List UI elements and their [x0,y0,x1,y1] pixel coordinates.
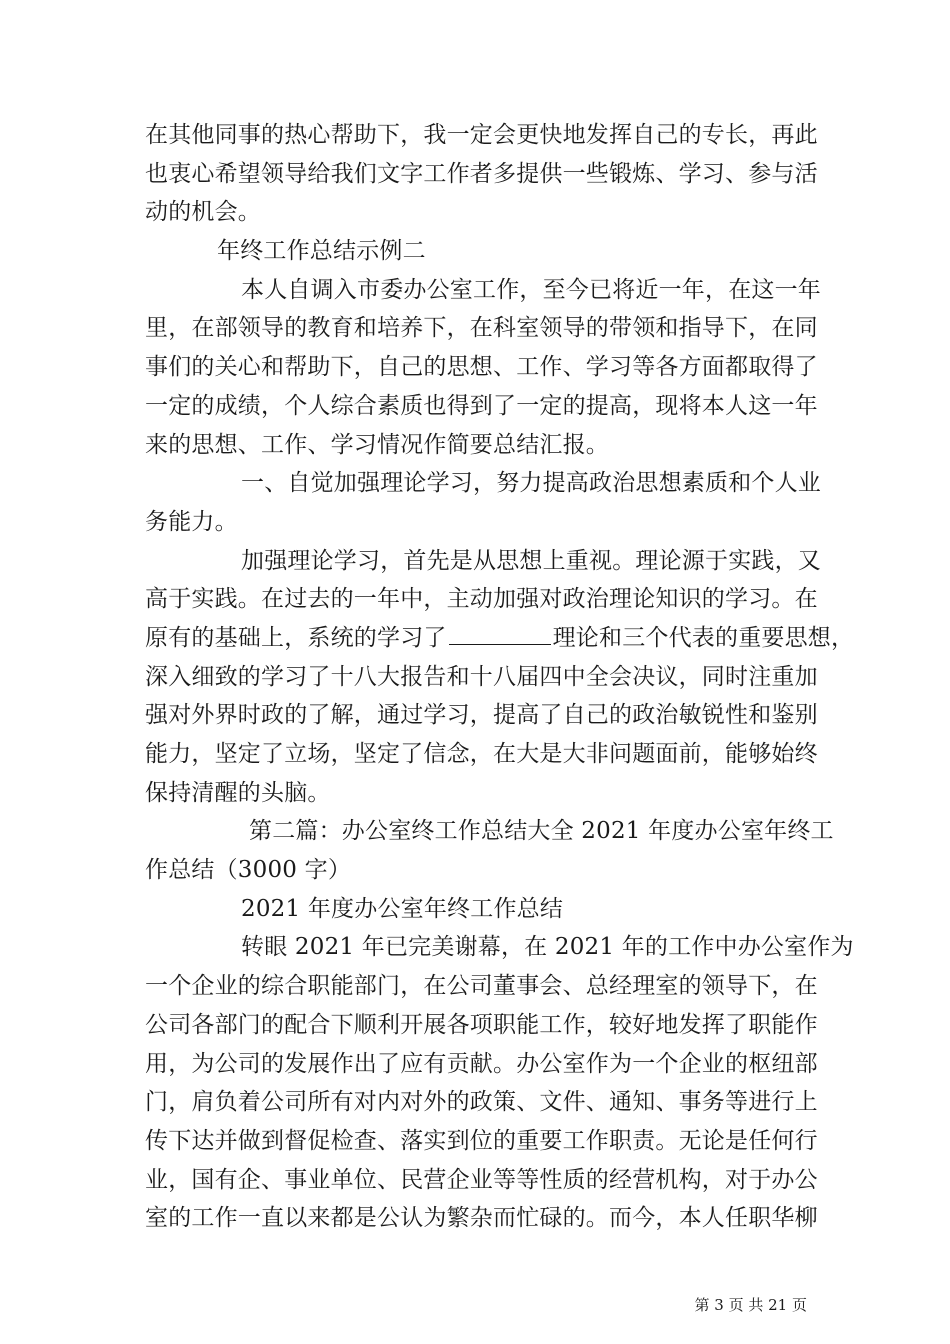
text-line: 务能力。 [145,508,238,535]
text-line: 室的工作一直以来都是公认为繁杂而忙碌的。而今，本人任职华柳 [145,1205,818,1232]
page-number-footer: 第 3 页 共 21 页 [694,1296,807,1314]
part-title: 作总结（3000 字） [145,857,352,884]
text-line: 保持清醒的头脑。 [145,779,331,806]
text-segment: 原有的基础上，系统的学习了 [145,624,447,651]
text-line: 里，在部领导的教育和培养下，在科室领导的带领和指导下，在同 [145,315,818,342]
text-segment: 理论和三个代表的重要思想， [552,624,855,651]
document-body [145,116,855,1238]
text-line: 公司各部门的配合下顺利开展各项职能工作，较好地发挥了职能作 [145,1011,818,1038]
text-line: 一定的成绩，个人综合素质也得到了一定的提高，现将本人这一年 [145,392,818,419]
text-line: 一个企业的综合职能部门，在公司董事会、总经理室的领导下，在 [145,973,818,1000]
text-line: 用，为公司的发展作出了应有贡献。办公室作为一个企业的枢纽部 [145,1050,818,1077]
text-line: 来的思想、工作、学习情况作简要总结汇报。 [145,431,609,458]
text-line: 业，国有企、事业单位、民营企业等等性质的经营机构，对于办公 [145,1166,818,1193]
text-line: 深入细致的学习了十八大报告和十八届四中全会决议，同时注重加 [145,663,818,690]
text-line: 门，肩负着公司所有对内对外的政策、文件、通知、事务等进行上 [145,1089,818,1116]
text-line: 也衷心希望领导给我们文字工作者多提供一些锻炼、学习、参与活 [145,160,818,187]
text-line: 能力，坚定了立场，坚定了信念，在大是大非问题面前，能够始终 [145,741,818,767]
text-line: 动的机会。 [145,199,261,226]
text-line: 高于实践。在过去的一年中，主动加强对政治理论知识的学习。在 [145,586,818,613]
fill-in-blank [449,620,551,645]
text-line: 强对外界时政的了解，通过学习，提高了自己的政治敏锐性和鉴别 [145,702,818,729]
text-line: 本人自调入市委办公室工作，至今已将近一年，在这一年 [241,276,821,303]
text-line: 事们的关心和帮助下，自己的思想、工作、学习等各方面都取得了 [145,354,818,381]
text-line: 加强理论学习，首先是从思想上重视。理论源于实践，又 [241,547,821,574]
text-line: 在其他同事的热心帮助下，我一定会更快地发挥自己的专长，再此 [145,122,818,148]
numbered-heading: 一、自觉加强理论学习，努力提高政治思想素质和个人业 [241,470,821,497]
subtitle: 2021 年度办公室年终工作总结 [241,895,564,922]
text-line: 传下达并做到督促检查、落实到位的重要工作职责。无论是任何行 [145,1127,818,1154]
section-heading: 年终工作总结示例二 [217,238,426,265]
text-line-with-blank [145,619,855,658]
text-line: 转眼 2021 年已完美谢幕，在 2021 年的工作中办公室作为 [241,934,854,961]
part-title: 第二篇：办公室终工作总结大全 2021 年度办公室年终工 [249,818,834,845]
